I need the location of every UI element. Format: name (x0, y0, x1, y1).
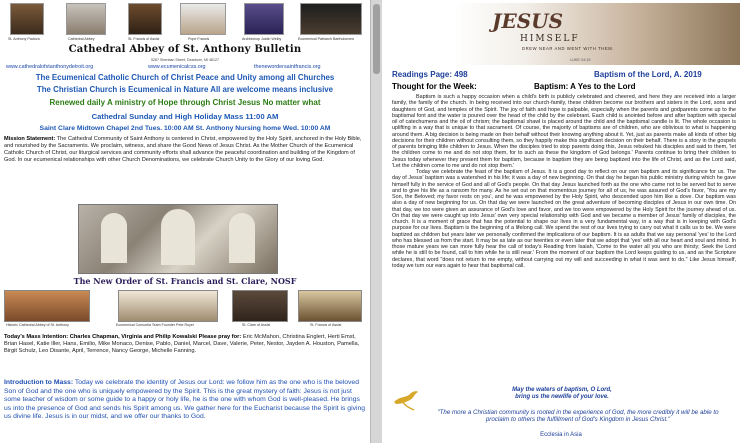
tagline-renewed: Renewed daily A ministry of Hope through Christ Jesus No matter what (49, 98, 321, 107)
intro-label: Introduction to Mass: (4, 379, 74, 386)
mission-text: The Cathedral Community of Saint Anthony is centered in Christ, empowered by the Holy Spirit, anchored in the Holy Bible, and nourished by the Sacraments. We proclaim, witness, and share the Good News of Jesus Christ. As the Mother Church of the Ecumenical Catholic Church of Christ, our liturgical services and community efforts shall advance the peaceful coordination and building of the Kingdom of God. In our ecumenical relationships with other Church Denominations, we celebrate Church Unity to the Glory of our loving God. (4, 136, 362, 163)
website-link-ecumenical[interactable]: www.ecumenicalcss.org (148, 64, 206, 70)
banner-verse: DREW NEAR AND WENT WITH THEM. (522, 46, 615, 51)
dove-icon (392, 386, 420, 412)
jesus-himself-banner (382, 3, 740, 65)
reflection-paragraph: Today we celebrate the feast of the baptism of Jesus. It is a good day to reflect on our own baptism and its significance for us. The day of Jesus' baptism was a watershed in his life; it was a day of new beginning. On that day he began his public ministry during which he gave himself fully in the service of God and all of God's people. On that day Jesus launched forth as the one who came not to be served but to serve and to give his life as a ransom for many. As he set out on that momentous journey for all of us, he was assured of God's favor, 'You are my Son, the Beloved; my favor rests on you', and he was empowered by the Holy Spirit, who descended upon him like a dove. Our baptism was also a day of new beginning for us. On that day we were launched on the great adventure of becoming disciples of Jesus in our own time. On that day, we too were given an assurance of God's love and favor, and we too were empowered by the Holy Spirit for the journey ahead of us. On that day we were caught up into Jesus' own very special relationship with God and we became a member of Jesus' family of disciples, the church. It is a moment of grace that has the potential to shape our lives in a very fundamental way, in a way that is in keeping with God's purpose for our lives. Baptism is the beginning of a lifelong call. We spend the rest of our lives trying to carry out what it calls us to be. We were baptized as children but years later we personally confirmed the implications of our baptism. It is as adults that we say personal 'yes' to the Lord who has blessed us from the start. It may be as late as our twenties or even later that we adopt that 'yes' with all our heart and soul and mind. In those mature years we can more fully hear the call of today's Reading from Isaiah, 'Come to the water all you who are thirsty; Seek the Lord while he is still to be found, call to him while he is still near.' From the moment of our baptism the Lord keeps guiding to us, and as the Scripture declares, that word "does not return to me empty, without carrying out my will and succeeding in what it was sent to do." Like Jesus himself, today we turn our ears again to hear that baptismal call. (392, 169, 736, 269)
st-anthony-photo (10, 3, 44, 35)
mass-intention-label: Today's Mass Intention: Charles Chapman, Virginia and Philip Kowalski (4, 334, 197, 340)
founder-photo (118, 290, 218, 322)
nosf-heading: The New Order of St. Francis and St. Clare, NOSF (73, 276, 297, 286)
cathedral-photo (66, 3, 106, 35)
quote-source: Ecclesia in Asia (540, 432, 582, 438)
thought-title: Baptism: A Yes to the Lord (534, 82, 636, 91)
banner-word-himself: HIMSELF (520, 34, 580, 44)
tagline-ecumenical: The Ecumenical Catholic Church of Christ Peace and Unity among all Churches (35, 73, 335, 82)
st-clare-photo (232, 290, 288, 322)
st-francis-photo (128, 3, 162, 35)
header-photo-caption: Cathedral Abbey (68, 37, 95, 41)
thumb-caption: Ecumenical Consortia Team Founder Pete Royer (116, 323, 195, 327)
scrollbar-thumb[interactable] (373, 4, 380, 74)
tagline-inclusive: The Christian Church is Ecumenical in Nature All are welcome means inclusive (36, 85, 334, 94)
ecclesia-quote: "The more a Christian community is rooted in the experience of God, the more credibly it will be able to proclaim to others the fulfillment of God's Kingdom in Jesus Christ." (437, 409, 719, 424)
feast-title: Baptism of the Lord, A. 2019 (594, 70, 702, 79)
tagline-sunday-mass: Cathedral Sunday and High Holiday Mass 11:00 AM (91, 112, 279, 121)
header-photo-strip (4, 3, 366, 43)
baptism-prayer-line: bring us the newlife of your love. (515, 394, 609, 401)
header-photo-caption: Ecumenical Patriarch Bartholomew (298, 37, 354, 41)
header-photo-caption: St. Francis of Assisi (128, 37, 160, 41)
historic-cathedral-photo (4, 290, 90, 322)
header-photo-caption: Archbishop Justin Welby (242, 37, 282, 41)
congregation-photo (78, 204, 278, 274)
readings-page: Readings Page: 498 (392, 70, 468, 79)
baptism-prayer-line: May the waters of baptism, O Lord, (512, 387, 612, 393)
tagline-chapel-times: Saint Clare Midtown Chapel 2nd Tues. 10:00 AM St. Anthony Nursing home Wed. 10:00 AM (39, 125, 331, 132)
header-photo-caption: St. Anthony Padova (8, 37, 40, 41)
prayer-list: Eric McMahon, Christina Englert, Herti Emst, Brian Hasel, Katie Iller, Hans, Emilio, Mike Monaco, Denise, Pablo, Daniel, Marcel, Dave, Valerie, Peter, Nestor, Jayden A. Houston, Pamella, Birgit Schulz, Leo Disante, April, Terrence, Nancy George, Michelle Fanning. (4, 334, 360, 355)
website-link-cathedral[interactable]: www.cathedralofstanthonydetroit.org (6, 64, 94, 70)
pope-francis-photo (180, 3, 226, 35)
reflection-body (392, 94, 736, 269)
banner-word-jesus: JESUS (492, 9, 564, 33)
header-photo-caption: Pope Francis (188, 37, 210, 41)
baptism-prayer (442, 387, 682, 402)
order-photos (4, 290, 366, 328)
thumb-caption: Historic Cathedral Abbey of St. Anthony (6, 323, 69, 327)
bulletin-title: Cathedral Abbey of St. Anthony Bulletin (68, 44, 302, 55)
mission-statement (4, 136, 366, 164)
st-francis-thumb-photo (298, 290, 362, 322)
patriarch-photo (300, 3, 362, 35)
reflection-paragraph: Baptism is such a happy occasion when a child's birth is publicly celebrated and cheered, and here they are received into a larger family, the family of the church. In being received into our church-family, these children become our brothers and sisters in the Lord, sons and daughters of God, and temples of the Spirit. The joy of faith and hope is palpable, especially when the parents and godparents come up to the baptismal font and the water is poured over the head of the child by the celebrant. Each child is anointed before and after baptism with special oil of catechumens and the oil of chrism; the baptismal shawl is placed around the child and the baptismal candle is lit. The whole occasion is uplifting in a way that is unique to that sacrament. Of course, the majority of baptisms are of children, who are oblivious to what is happening around them. A big decision is being made on their behalf without their knowing anything about it. Yet, just as parents make all kinds of other big decisions for their children without consulting them, so they happily make this significant decision on their behalf. There is a story in the gospels of parents bringing little children to Jesus. When the disciples tried to stop parents doing this, Jesus rebuked his disciples and said to them, 'let the children come to me and do not stop them, for to such as these the kingdom of God belongs.' Parents continue to bring their children to Jesus today whenever they present them for baptism, because in baptism they are being baptized into the life of Christ, and as the Lord said, 'Let the children come to me and do not stop them.' (392, 94, 736, 169)
bulletin-page-right (382, 0, 740, 443)
archbishop-photo (244, 3, 284, 35)
thought-label: Thought for the Week: (392, 82, 477, 91)
pray-for-label: Please pray for: (198, 334, 242, 340)
website-link-order[interactable]: thenewordersaintfrancis.org (254, 64, 321, 70)
mass-intention (4, 334, 366, 356)
mission-label: Mission Statement: (4, 136, 56, 142)
thumb-caption: St. Francis of Assisi (310, 323, 342, 327)
thumb-caption: St. Clare of Assisi (242, 323, 271, 327)
church-address: 5267 Sheridan Street, Dearborn, MI 48127 (151, 58, 219, 62)
banner-verse-ref: LUKE 24:15 (570, 58, 591, 62)
introduction-to-mass (4, 379, 366, 422)
vertical-scrollbar[interactable] (370, 0, 382, 443)
intro-text: Today we celebrate the identity of Jesus our Lord: we follow him as the one who is the beloved Son of God and the one who is uniquely empowered by the Spirit. This is the great mystery of faith: Jesus is not just some teacher of wisdom or some guide to a happy or holy life, he is the one with whom God is well-pleased. He brings us into the presence of God and sends his Spirit among us. We gather here for the Eucharist because the Spirit is giving us divine life. Jesus is in our midst, and we offer our thanks to God. (4, 379, 366, 421)
